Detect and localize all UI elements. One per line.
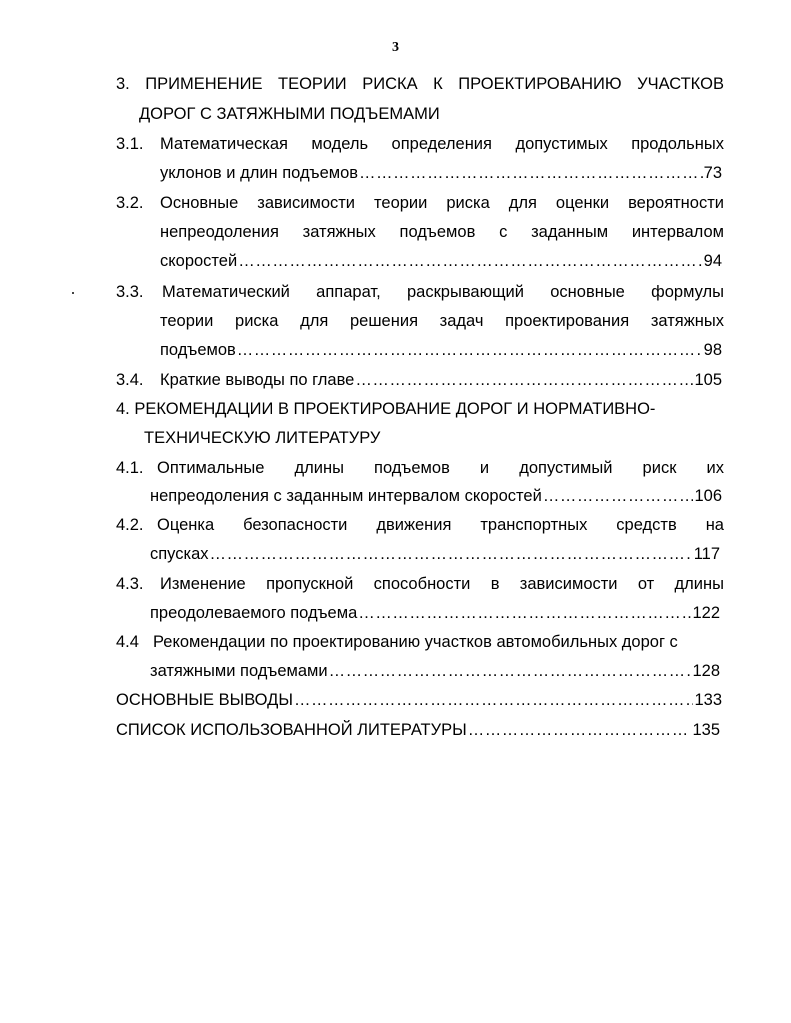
page-ref: 135 xyxy=(692,721,720,739)
dot-leader xyxy=(468,720,692,740)
toc-3-2-line-1: Основные зависимости теории риска для оценки вероятности xyxy=(160,194,724,212)
page-number: 3 xyxy=(392,40,399,55)
chapter-4-title-line-1: 4. РЕКОМЕНДАЦИИ В ПРОЕКТИРОВАНИЕ ДОРОГ И НОРМАТИВНО- xyxy=(116,400,656,418)
toc-4-3-line-2: преодолеваемого подъема ……………………………………………………………………………………………………………………………………………………………… 122 xyxy=(150,603,720,623)
dot-leader xyxy=(238,251,702,271)
toc-3-3-number: 3.3. xyxy=(116,283,144,301)
toc-3-2-line-2: непреодоления затяжных подъемов с заданным интервалом xyxy=(160,223,724,241)
toc-4-3-number: 4.3. xyxy=(116,575,144,593)
toc-3-4-number: 3.4. xyxy=(116,371,144,389)
toc-4-4-line-1: Рекомендации по проектированию участков автомобильных дорог с xyxy=(153,633,678,651)
toc-4-1-number: 4.1. xyxy=(116,459,144,477)
toc-3-4-line-1: Краткие выводы по главе ……………………………………………………………………………………………………………………………………………………………… 105 xyxy=(160,370,722,390)
toc-3-3-line-1: Математический аппарат, раскрывающий основные формулы xyxy=(162,283,724,301)
page-ref: 98 xyxy=(703,341,722,359)
dot-leader xyxy=(355,370,693,390)
dot-leader xyxy=(329,661,692,681)
page-ref: 73 xyxy=(703,164,722,182)
toc-3-1-line-2: уклонов и длин подъемов ……………………………………………………………………………………………………………………………………………………………… 73 xyxy=(160,163,722,183)
toc-3-1-line-1: Математическая модель определения допустимых продольных xyxy=(160,135,724,153)
toc-3-3-line-2: теории риска для решения задач проектирования затяжных xyxy=(160,312,724,330)
chapter-4-title-line-2: ТЕХНИЧЕСКУЮ ЛИТЕРАТУРУ xyxy=(144,429,381,447)
dot-leader xyxy=(294,690,694,710)
dot-leader xyxy=(237,340,703,360)
dot-leader xyxy=(210,544,693,564)
toc-4-1-line-1: Оптимальные длины подъемов и допустимый риск их xyxy=(157,459,724,477)
toc-4-4-number: 4.4 xyxy=(116,633,139,651)
toc-4-3-line-1: Изменение пропускной способности в зависимости от длины xyxy=(160,575,724,593)
toc-4-4-line-2: затяжными подъемами ……………………………………………………………………………………………………………………………………………………………… 128 xyxy=(150,661,720,681)
toc-4-1-line-2: непреодоления с заданным интервалом скоростей ……………………………………………………………………………………………………………………………………………………………… 106 xyxy=(150,486,722,506)
dot-leader xyxy=(358,603,691,623)
page-ref: 133 xyxy=(694,691,722,709)
toc-conclusions: ОСНОВНЫЕ ВЫВОДЫ ……………………………………………………………………………………………………………………………………………………………… 133 xyxy=(116,690,722,710)
toc-3-2-line-3: скоростей ……………………………………………………………………………………………………………………………………………………………… 94 xyxy=(160,251,722,271)
page-ref: 117 xyxy=(693,545,720,563)
page-ref: 105 xyxy=(694,371,722,389)
page-ref: 128 xyxy=(692,662,720,680)
chapter-3-title-line-2: ДОРОГ С ЗАТЯЖНЫМИ ПОДЪЕМАМИ xyxy=(139,105,440,123)
dot-leader xyxy=(543,486,694,506)
page-ref: 106 xyxy=(694,487,722,505)
toc-3-1-number: 3.1. xyxy=(116,135,144,153)
chapter-3-title-line-1: 3. ПРИМЕНЕНИЕ ТЕОРИИ РИСКА К ПРОЕКТИРОВАНИЮ УЧАСТКОВ xyxy=(116,75,724,93)
dot-leader xyxy=(359,163,703,183)
page-ref: 94 xyxy=(703,252,722,270)
toc-4-2-line-2: спусках ……………………………………………………………………………………………………………………………………………………………… 117 xyxy=(150,544,720,564)
toc-references: СПИСОК ИСПОЛЬЗОВАННОЙ ЛИТЕРАТУРЫ ……………………………………………………………………………………………………………………………………………………………… 135 xyxy=(116,720,720,740)
toc-3-2-number: 3.2. xyxy=(116,194,144,212)
toc-3-3-line-3: подъемов ……………………………………………………………………………………………………………………………………………………………… 98 xyxy=(160,340,722,360)
toc-4-2-line-1: Оценка безопасности движения транспортных средств на xyxy=(157,516,724,534)
page-ref: 122 xyxy=(692,604,720,622)
toc-4-2-number: 4.2. xyxy=(116,516,144,534)
